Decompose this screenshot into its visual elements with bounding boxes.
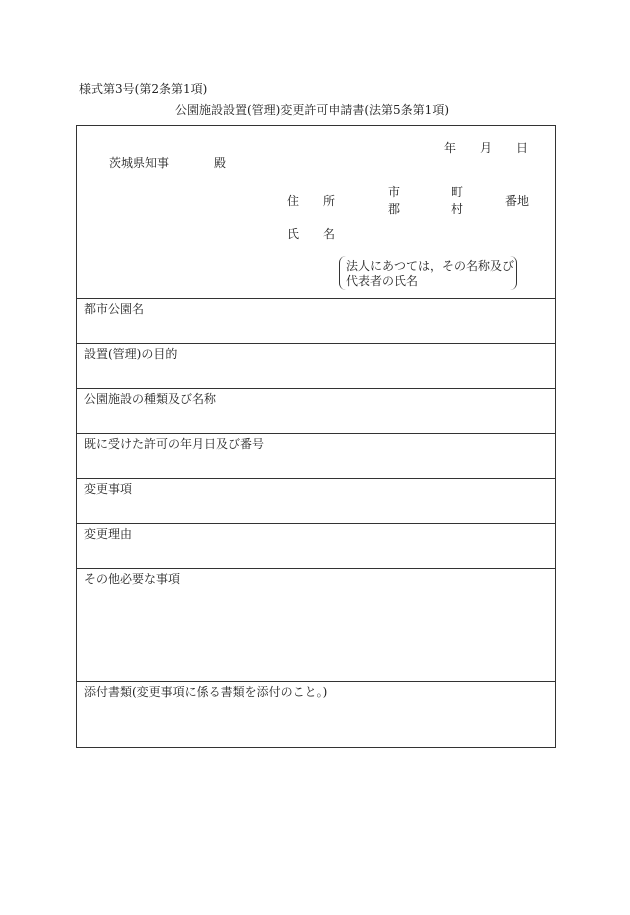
field-label: 設置(管理)の目的 (84, 347, 178, 361)
field-purpose[interactable] (77, 343, 555, 388)
date-month-label: 月 (480, 141, 493, 155)
field-facility-type[interactable] (77, 388, 555, 433)
field-label: 都市公園名 (84, 302, 145, 316)
field-change-items[interactable] (77, 478, 555, 523)
document-title: 公園施設設置(管理)変更許可申請書(法第5条第1項) (175, 103, 449, 117)
field-label: その他必要な事項 (84, 572, 181, 586)
name-label-1: 氏 (287, 227, 300, 241)
address-city-label: 市 (388, 185, 401, 199)
address-label-1: 住 (287, 194, 300, 208)
field-prior-permit[interactable] (77, 433, 555, 478)
field-label: 添付書類(変更事項に係る書類を添付のこと。) (84, 685, 328, 699)
field-change-reason[interactable] (77, 523, 555, 568)
corporate-note-bracket (339, 256, 517, 290)
field-label: 変更理由 (84, 527, 133, 541)
address-label-2: 所 (323, 194, 336, 208)
addressee: 茨城県知事 (109, 156, 170, 170)
corporate-note-line1: 法人にあつては，その名称及び (346, 259, 515, 273)
field-other-matters[interactable] (77, 568, 555, 681)
field-label: 変更事項 (84, 482, 133, 496)
field-label: 公園施設の種類及び名称 (84, 392, 217, 406)
date-day-label: 日 (516, 141, 529, 155)
name-label-2: 名 (323, 227, 336, 241)
honorific: 殿 (214, 156, 227, 170)
address-village-label: 村 (451, 202, 464, 216)
applicant-block (77, 126, 555, 298)
address-lot-label: 番地 (505, 194, 530, 208)
date-year-label: 年 (444, 141, 457, 155)
corporate-note-line2: 代表者の氏名 (346, 274, 419, 288)
application-form (76, 125, 556, 748)
address-town-label: 町 (451, 185, 464, 199)
field-label: 既に受けた許可の年月日及び番号 (84, 437, 265, 451)
field-park-name[interactable] (77, 298, 555, 343)
form-number: 様式第3号(第2条第1項) (79, 82, 208, 96)
address-county-label: 郡 (388, 202, 401, 216)
field-attachments[interactable] (77, 681, 555, 747)
